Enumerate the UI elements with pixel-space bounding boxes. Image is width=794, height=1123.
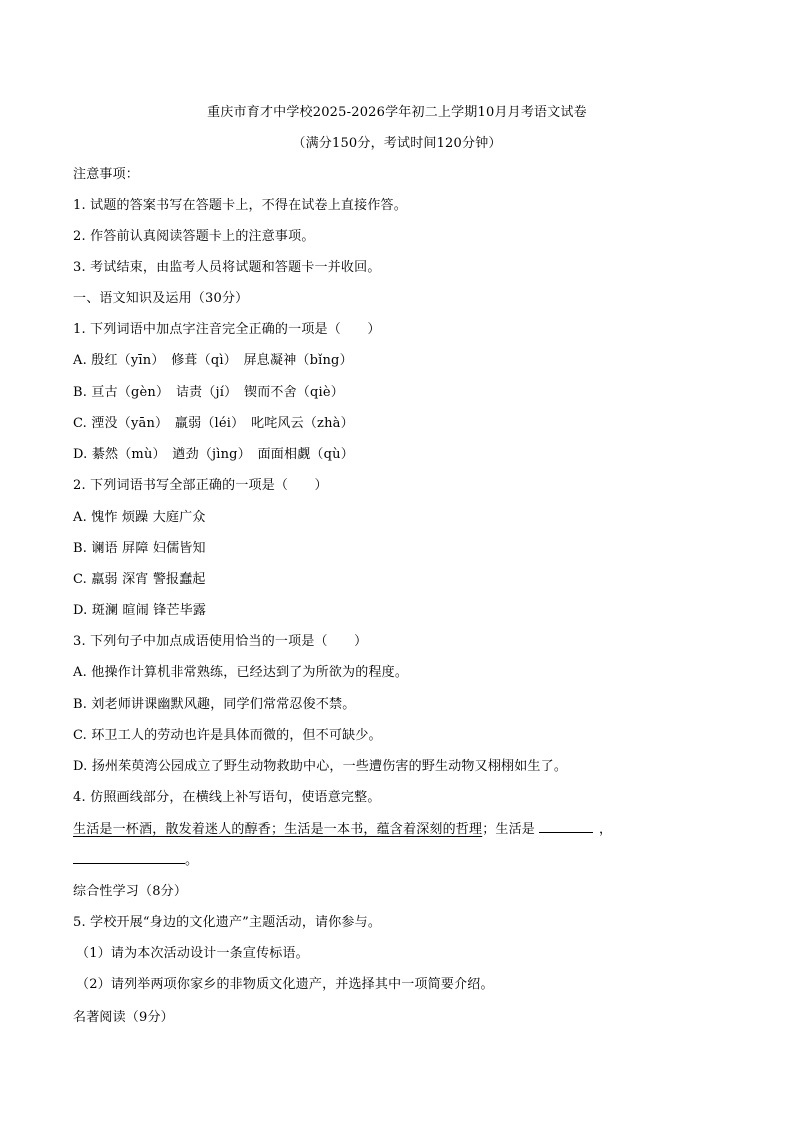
question-option: C. 环卫工人的劳动也许是具体而微的，但不可缺少。 — [73, 728, 382, 743]
question-option: C. 湮没（yān） 羸弱（léi） 叱咤风云（zhà） — [73, 416, 354, 431]
section-heading: 一、语文知识及运用（30分） — [73, 291, 249, 306]
question-stem: 2. 下列词语书写全部正确的一项是（ ） — [73, 478, 328, 493]
section-heading: 名著阅读（9分） — [73, 1010, 174, 1025]
period-mark: 。 — [185, 853, 199, 868]
fill-in-line-2 — [73, 851, 198, 870]
question-option: B. 刘老师讲课幽默风趣，同学们常常忍俊不禁。 — [73, 697, 356, 712]
question-stem: 5. 学校开展“身边的文化遗产”主题活动，请你参与。 — [73, 915, 382, 930]
notice-item: 1. 试题的答案书写在答题卡上，不得在试卷上直接作答。 — [73, 198, 407, 213]
answer-blank[interactable] — [539, 820, 593, 833]
exam-subtitle: （满分150分，考试时间120分钟） — [292, 136, 502, 151]
question-option: D. 斑澜 暄闹 锋芒毕露 — [73, 603, 207, 618]
sentence-continuation: ；生活是 — [482, 822, 536, 837]
question-option: D. 扬州茱萸湾公园成立了野生动物救助中心，一些遭伤害的野生动物又栩栩如生了。 — [73, 759, 568, 774]
notice-heading: 注意事项： — [73, 167, 140, 182]
fill-in-line — [73, 820, 612, 839]
question-option: B. 亘古（gèn） 诘责（jí） 锲而不舍（qiè） — [73, 385, 344, 400]
comma-mark: ， — [599, 822, 613, 837]
question-option: C. 羸弱 深宵 警报蠢起 — [73, 572, 206, 587]
question-option: B. 谰语 屏障 妇儒皆知 — [73, 541, 206, 556]
question-stem: 3. 下列句子中加点成语使用恰当的一项是（ ） — [73, 634, 368, 649]
exam-title: 重庆市育才中学校2025-2026学年初二上学期10月月考语文试卷 — [207, 105, 587, 120]
sub-question: （1）请为本次活动设计一条宣传标语。 — [76, 946, 309, 961]
underlined-model-sentence: 生活是一杯酒，散发着迷人的醇香；生活是一本书，蕴含着深刻的哲理 — [73, 822, 483, 837]
answer-blank[interactable] — [73, 851, 185, 864]
question-option: D. 綦然（mù） 遒劲（jìng） 面面相觑（qù） — [73, 447, 354, 462]
question-stem: 1. 下列词语中加点字注音完全正确的一项是（ ） — [73, 322, 381, 337]
question-option: A. 愧怍 烦躁 大庭广众 — [73, 510, 206, 525]
question-option: A. 他操作计算机非常熟练，已经达到了为所欲为的程度。 — [73, 665, 409, 680]
question-stem: 4. 仿照画线部分，在横线上补写语句，使语意完整。 — [73, 790, 381, 805]
question-option: A. 殷红（yīn） 修葺（qì） 屏息凝神（bǐng） — [73, 353, 353, 368]
notice-item: 2. 作答前认真阅读答题卡上的注意事项。 — [73, 229, 315, 244]
section-heading: 综合性学习（8分） — [73, 884, 188, 899]
notice-item: 3. 考试结束，由监考人员将试题和答题卡一并收回。 — [73, 260, 381, 275]
sub-question: （2）请列举两项你家乡的非物质文化遗产，并选择其中一项简要介绍。 — [76, 977, 494, 992]
